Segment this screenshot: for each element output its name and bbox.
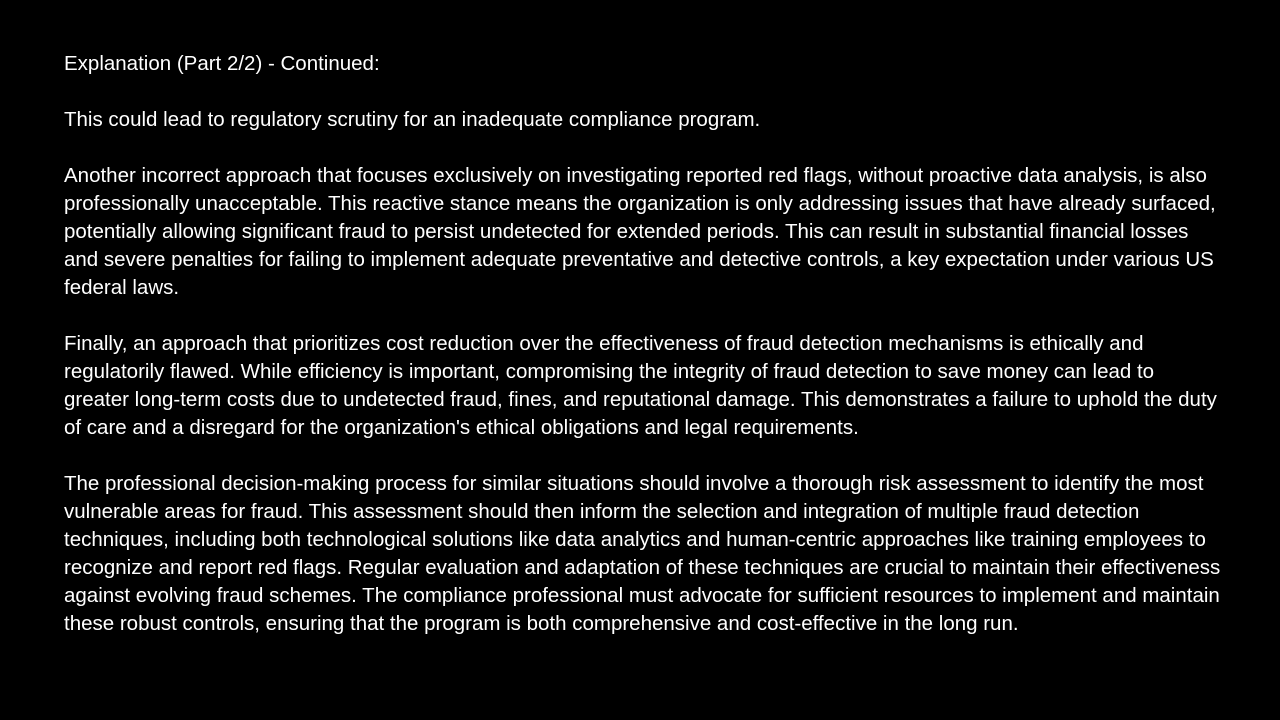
paragraph-cost-reduction-approach: Finally, an approach that prioritizes cost reduction over the effectiveness of fraud detection mechanisms is ethically and regulatorily flawed. While efficiency is important, compromising the integrity of fraud detection to save money can lead to greater long-term costs due to undetected fraud, fines, and reputational damage. This demonstrates a failure to uphold the duty of care and a disregard for the organization's ethical obligations and legal requirements. (64, 332, 1217, 439)
explanation-text-block (64, 50, 1224, 638)
paragraph-reactive-approach: Another incorrect approach that focuses exclusively on investigating reported red flags, without proactive data analysis, is also professionally unacceptable. This reactive stance means the organization is only addressing issues that have already surfaced, potentially allowing significant fraud to persist undetected for extended periods. This can result in substantial financial losses and severe penalties for failing to implement adequate preventative and detective controls, a key expectation under various US federal laws. (64, 164, 1216, 299)
paragraph-regulatory-scrutiny: This could lead to regulatory scrutiny for an inadequate compliance program. (64, 108, 761, 131)
explanation-heading: Explanation (Part 2/2) - Continued: (64, 52, 380, 75)
paragraph-decision-making-process: The professional decision-making process for similar situations should involve a thorough risk assessment to identify the most vulnerable areas for fraud. This assessment should then inform the selection and integration of multiple fraud detection techniques, including both technological solutions like data analytics and human-centric approaches like training employees to recognize and report red flags. Regular evaluation and adaptation of these techniques are crucial to maintain their effectiveness against evolving fraud schemes. The compliance professional must advocate for sufficient resources to implement and maintain these robust controls, ensuring that the program is both comprehensive and cost-effective in the long run. (64, 472, 1221, 635)
